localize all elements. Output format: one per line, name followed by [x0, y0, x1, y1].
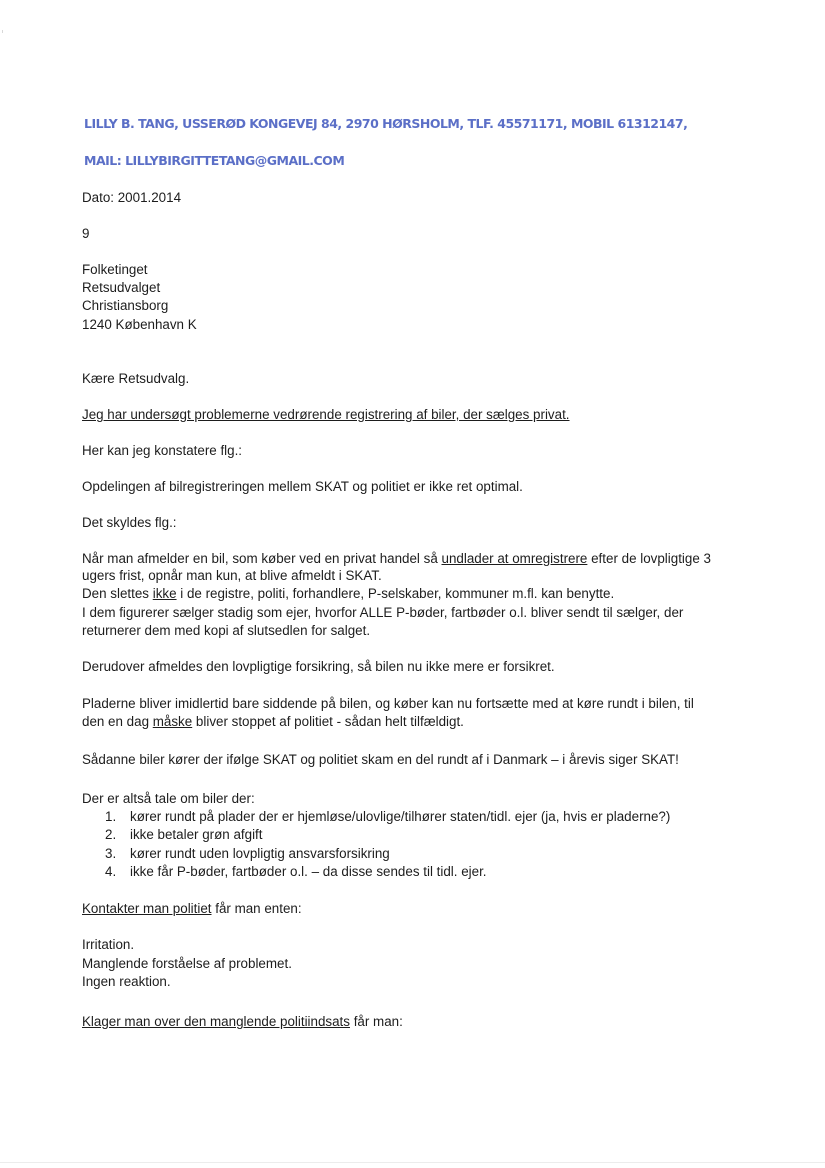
recipient-line-3: Christiansborg: [82, 298, 169, 313]
list-item: 4. ikke får P-bøder, fartbøder o.l. – da disse sendes til tidl. ejer.: [105, 864, 487, 879]
paragraph-6-line-2: den en dag måske bliver stoppet af politiet - sådan helt tilfældigt.: [82, 714, 464, 729]
page-number: 9: [82, 226, 90, 241]
paragraph-4-line-5: returnerer dem med kopi af slutsedlen for salget.: [82, 623, 371, 638]
sender-header-line-1: LILLY B. TANG, USSERØD KONGEVEJ 84, 2970 HØRSHOLM, TLF. 45571171, MOBIL 61312147,: [84, 116, 688, 131]
paragraph-10-line-3: Ingen reaktion.: [82, 974, 171, 989]
scan-edge-line: [0, 1162, 825, 1163]
list-item: 2. ikke betaler grøn afgift: [105, 827, 263, 842]
paragraph-4-line-2: ugers frist, opnår man kun, at blive afmeldt i SKAT.: [82, 568, 382, 583]
paragraph-4-line-3: Den slettes ikke i de registre, politi, forhandlere, P-selskaber, kommuner m.fl. kan benytte.: [82, 586, 615, 601]
paragraph-4-line-1: Når man afmelder en bil, som køber ved en privat handel så undlader at omregistrere efter de lovpligtige 3: [82, 551, 711, 566]
paragraph-2: Opdelingen af bilregistreringen mellem SKAT og politiet er ikke ret optimal.: [82, 479, 523, 494]
scan-speck: [2, 30, 3, 33]
paragraph-9: Kontakter man politiet får man enten:: [82, 901, 302, 916]
paragraph-1: Her kan jeg konstatere flg.:: [82, 443, 243, 458]
paragraph-4-line-4: I dem figurerer sælger stadig som ejer, hvorfor ALLE P-bøder, fartbøder o.l. bliver sendt til sælger, der: [82, 605, 684, 620]
paragraph-7: Sådanne biler kører der ifølge SKAT og politiet skam en del rundt af i Danmark – i årevis siger SKAT!: [82, 752, 679, 767]
list-item: 3. kører rundt uden lovpligtig ansvarsforsikring: [105, 846, 390, 861]
date-line: Dato: 2001.2014: [82, 190, 182, 205]
recipient-line-2: Retsudvalget: [82, 280, 161, 295]
paragraph-6-line-1: Pladerne bliver imidlertid bare siddende på bilen, og køber kan nu fortsætte med at køre rundt i bilen, til: [82, 696, 694, 711]
paragraph-3: Det skyldes flg.:: [82, 515, 177, 530]
intro-paragraph: Jeg har undersøgt problemerne vedrørende registrering af biler, der sælges privat.: [82, 407, 570, 422]
underlined-word: ikke: [152, 586, 177, 601]
paragraph-10-line-2: Manglende forståelse af problemet.: [82, 956, 292, 971]
recipient-line-1: Folketinget: [82, 262, 148, 277]
underlined-phrase: undlader at omregistrere: [441, 551, 588, 566]
underlined-word: måske: [152, 714, 193, 729]
recipient-line-4: 1240 København K: [82, 317, 197, 332]
paragraph-5: Derudover afmeldes den lovpligtige forsikring, så bilen nu ikke mere er forsikret.: [82, 659, 555, 674]
sender-header-email: MAIL: LILLYBIRGITTETANG@GMAIL.COM: [84, 153, 345, 168]
salutation: Kære Retsudvalg.: [82, 371, 190, 386]
list-item: 1. kører rundt på plader der er hjemløse/ulovlige/tilhører staten/tidl. ejer (ja, hvis er pladerne?): [105, 809, 671, 824]
paragraph-8: Der er altså tale om biler der:: [82, 791, 255, 806]
paragraph-10-line-1: Irritation.: [82, 937, 135, 952]
paragraph-11: Klager man over den manglende politiindsats får man:: [82, 1014, 403, 1029]
